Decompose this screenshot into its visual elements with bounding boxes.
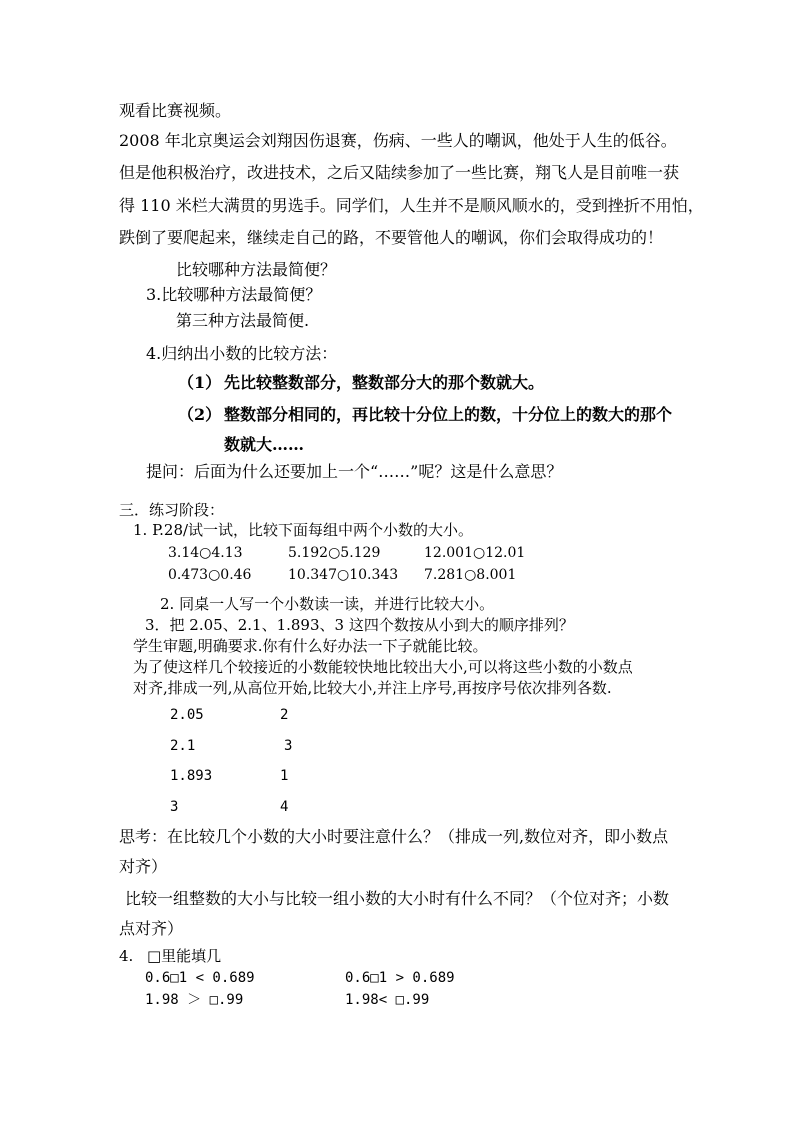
question-4: 4.归纳出小数的比较方法： (146, 344, 338, 363)
story-line-1: 2008 年北京奥运会刘翔因伤退赛，伤病、一些人的嘲讽，他处于人生的低谷。 (119, 131, 677, 150)
sort-number: 2.1 (170, 738, 196, 754)
practice-item-3-method-1: 为了使这样几个较接近的小数能较快地比较出大小,可以将这些小数的小数点 (133, 658, 633, 676)
practice-heading: 三．练习阶段： (119, 501, 225, 519)
compare-pair: 3.14○4.13 (168, 545, 243, 561)
story-line-4: 跌倒了要爬起来，继续走自己的路，不要管他人的嘲讽，你们会取得成功的！ (119, 228, 664, 247)
rule-1-text: 先比较整数部分，整数部分大的那个数就大。 (224, 373, 545, 392)
think-1-line-1: 思考：在比较几个小数的大小时要注意什么？（排成一列,数位对齐，即小数点 (119, 827, 669, 846)
compare-pair: 0.473○0.46 (168, 567, 252, 583)
think-2-line-1: 比较一组整数的大小与比较一组小数的大小时有什么不同？（个位对齐；小数 (125, 889, 670, 908)
practice-item-2: 2. 同桌一人写一个小数读一读，并进行比较大小。 (160, 595, 495, 613)
practice-item-1: 1. P.28/试一试，比较下面每组中两个小数的大小。 (133, 521, 474, 539)
compare-pair: 12.001○12.01 (424, 545, 526, 561)
compare-pair: 7.281○8.001 (424, 567, 517, 583)
question-3: 3.比较哪种方法最简便？ (146, 285, 322, 304)
practice-item-3-note: 学生审题,明确要求.你有什么好办法一下子就能比较。 (133, 637, 488, 655)
compare-pair: 10.347○10.343 (288, 567, 399, 583)
story-line-3: 得 110 米栏大满贯的男选手。同学们，人生并不是顺风顺水的，受到挫折不用怕， (119, 196, 704, 215)
sort-rank: 2 (280, 707, 289, 723)
sort-number: 1.893 (170, 768, 213, 784)
answer-3: 第三种方法最简便. (176, 311, 310, 330)
sort-rank: 3 (284, 738, 293, 754)
rule-2-text-2: 数就大…… (224, 435, 305, 454)
question-repeat: 比较哪种方法最简便？ (176, 260, 337, 279)
sort-rank: 4 (280, 799, 289, 815)
story-line-2: 但是他积极治疗，改进技术，之后又陆续参加了一些比赛，翔飞人是目前唯一获 (119, 163, 680, 182)
sort-rank: 1 (280, 768, 289, 784)
practice-item-4-number: 4. (119, 947, 134, 965)
rule-2-number: （2） (178, 405, 222, 424)
followup-question: 提问：后面为什么还要加上一个“……”呢？这是什么意思？ (146, 462, 563, 481)
practice-item-3-method-2: 对齐,排成一列,从高位开始,比较大小,并注上序号,再按序号依次排列各数. (133, 679, 612, 697)
rule-1-number: （1） (178, 373, 222, 392)
rule-2-text-1: 整数部分相同的，再比较十分位上的数，十分位上的数大的那个 (224, 405, 673, 424)
fill-exercise: 0.6□1 > 0.689 (345, 970, 455, 986)
compare-pair: 5.192○5.129 (288, 545, 381, 561)
fill-exercise: 1.98< □.99 (345, 992, 430, 1008)
sort-number: 3 (170, 799, 179, 815)
fill-exercise: 1.98 ＞ □.99 (145, 992, 244, 1008)
practice-item-3: 3．把 2.05、2.1、1.893、3 这四个数按从小到大的顺序排列？ (145, 616, 574, 634)
sort-number: 2.05 (170, 707, 204, 723)
practice-item-4: □里能填几 (147, 947, 222, 965)
think-1-line-2: 对齐） (119, 857, 168, 876)
intro-line: 观看比赛视频。 (119, 101, 232, 120)
think-2-line-2: 点对齐） (119, 919, 184, 938)
fill-exercise: 0.6□1 < 0.689 (145, 970, 255, 986)
